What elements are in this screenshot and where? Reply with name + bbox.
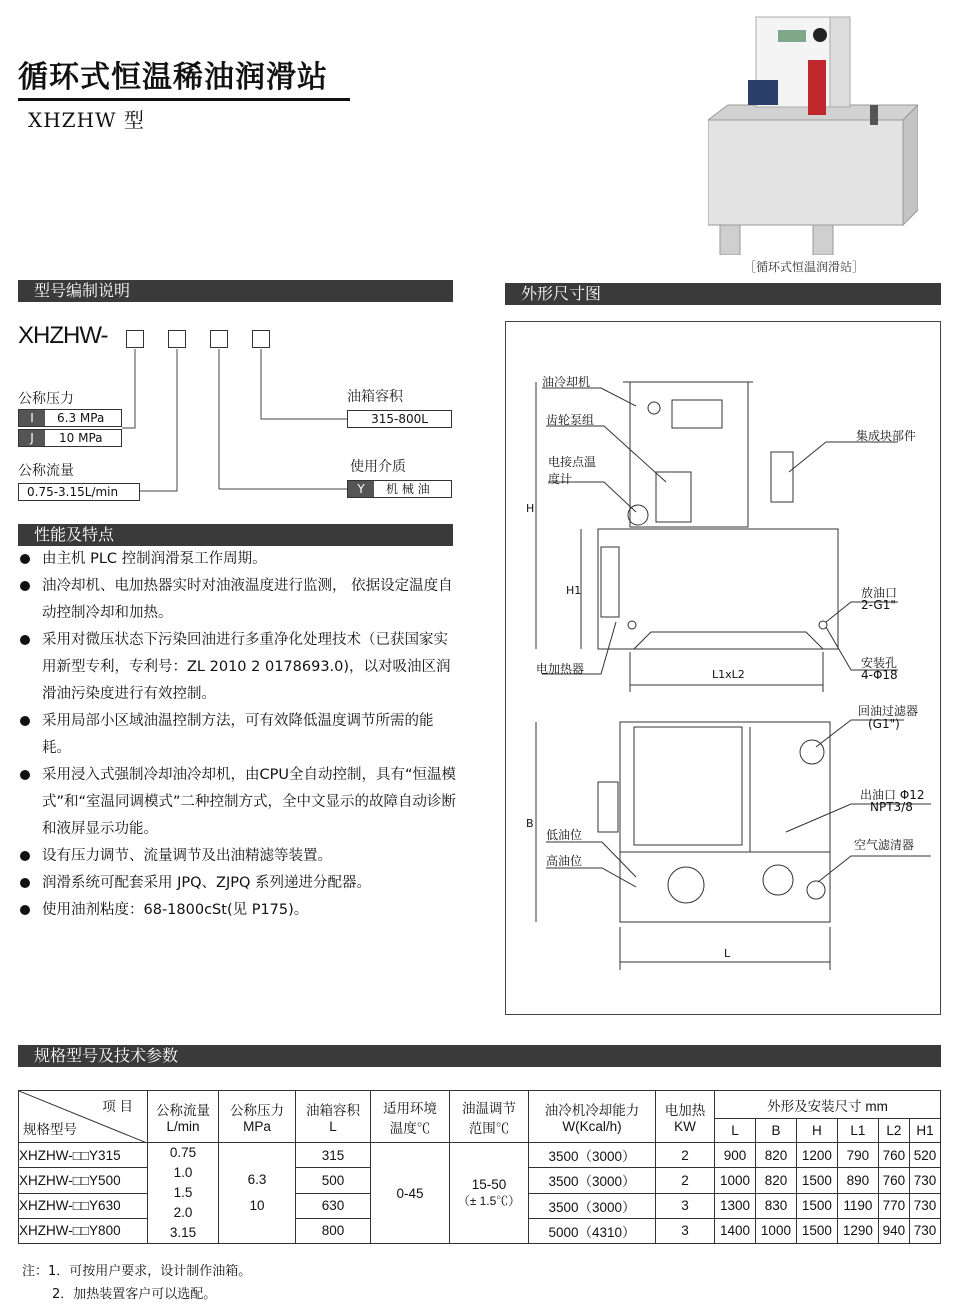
label-contact-thermometer: 电接点温度计 [548, 455, 597, 486]
dim-L: L [724, 947, 731, 960]
label-gear-pump: 齿轮泵组 [546, 413, 595, 427]
page-subtitle: XHZHW 型 [28, 108, 145, 132]
tank-label: 油箱容积 [347, 389, 403, 405]
pressure-values: 6.3 10 [219, 1143, 296, 1244]
section-bar-features: 性能及特点 [18, 524, 453, 546]
medium-value: Y 机 械 油 [347, 480, 452, 498]
env-temp-value: 0-45 [371, 1143, 450, 1244]
feature-item: 由主机 PLC 控制润滑泵工作周期。 [18, 546, 458, 573]
features-list [18, 546, 458, 924]
header-dimensions: 外形及安装尺寸 mm [715, 1091, 941, 1119]
section-bar-model: 型号编制说明 [18, 280, 453, 302]
dim-H: H [526, 502, 535, 515]
header-pressure: 公称压力 MPa [219, 1091, 296, 1143]
notes [22, 1260, 251, 1306]
header-heater: 电加热 KW [656, 1091, 715, 1143]
pressure-option-j: J 10 MPa [18, 429, 122, 447]
header-dim-L: L [715, 1119, 756, 1143]
dim-L1L2: L1xL2 [712, 668, 745, 681]
header-tank: 油箱容积 L [296, 1091, 371, 1143]
feature-item: 采用局部小区域油温控制方法，可有效降低温度调节所需的能耗。 [18, 708, 458, 762]
table-row: XHZHW-□□Y500 500 3500（3000） 2 1000 820 1500 890 760 730 [19, 1168, 941, 1193]
tank-value: 315-800L [347, 410, 452, 428]
medium-label: 使用介质 [350, 459, 406, 475]
label-return-filter: 回油过滤器 [858, 704, 919, 718]
label-return-filter-size: (G1") [868, 717, 900, 731]
header-dim-H: H [796, 1119, 837, 1143]
header-flow: 公称流量 L/min [148, 1091, 219, 1143]
note-2: 2．加热装置客户可以选配。 [52, 1287, 217, 1302]
label-oil-cooler: 油冷却机 [542, 375, 591, 389]
label-air-filter: 空气滤清器 [854, 838, 915, 852]
pressure-option-i: I 6.3 MPa [18, 409, 122, 427]
product-photo [708, 5, 918, 255]
section-bar-specs: 规格型号及技术参数 [18, 1045, 941, 1067]
header-dim-L1: L1 [837, 1119, 878, 1143]
header-cooling: 油冷机冷却能力 W(Kcal/h) [529, 1091, 656, 1143]
header-range: 油温调节 范围℃ [450, 1091, 529, 1143]
table-row: XHZHW-□□Y315 0.75 1.0 1.5 2.0 3.15 6.3 10 315 0-45 15-50 （± 1.5℃） 3500（3000） 2 900 820 1200 790 760 520 [19, 1143, 941, 1168]
flow-value: 0.75-3.15L/min [18, 483, 140, 501]
photo-caption: ［循环式恒温润滑站］ [744, 260, 865, 274]
label-outlet-size: NPT3/8 [870, 800, 913, 814]
feature-item: 设有压力调节、流量调节及出油精滤等装置。 [18, 843, 458, 870]
label-mount-hole: 安装孔 [861, 656, 898, 670]
label-low-level: 低油位 [546, 828, 583, 842]
dim-H1: H1 [566, 584, 582, 597]
feature-item: 采用对微压状态下污染回油进行多重净化处理技术（已获国家实用新型专利，专利号：ZL 2010 2 0178693.0)，以对吸油区润滑油污染度进行有效控制。 [18, 627, 458, 708]
note-1: 注：1．可按用户要求，设计制作油箱。 [22, 1264, 252, 1279]
dim-B: B [526, 817, 534, 830]
page-title: 循环式恒温稀油润滑站 [18, 52, 350, 101]
model-code-prefix: XHZHW- [18, 322, 108, 349]
pressure-label: 公称压力 [18, 391, 74, 407]
label-drain: 放油口 [861, 586, 898, 600]
table-row: XHZHW-□□Y630 630 3500（3000） 3 1300 830 1500 1190 770 730 [19, 1193, 941, 1218]
feature-item: 使用油剂粘度：68-1800cSt(见 P175)。 [18, 897, 458, 924]
section-bar-dimensions: 外形尺寸图 [505, 283, 941, 305]
header-item-model: 项 目 规格型号 [19, 1091, 148, 1143]
feature-item: 润滑系统可配套采用 JPQ、ZJPQ 系列递进分配器。 [18, 870, 458, 897]
label-drain-size: 2-G1" [861, 598, 896, 612]
header-dim-B: B [755, 1119, 796, 1143]
flow-values: 0.75 1.0 1.5 2.0 3.15 [148, 1143, 219, 1244]
header-dim-L2: L2 [878, 1119, 909, 1143]
feature-item: 采用浸入式强制冷却油冷却机，由CPU全自动控制，具有“恒温模式”和“室温同调模式”二种控制方式，全中文显示的故障自动诊断和液屏显示功能。 [18, 762, 458, 843]
label-manifold: 集成块部件 [856, 429, 917, 443]
label-heater: 电加热器 [536, 662, 585, 676]
label-outlet: 出油口 Φ12 [860, 788, 925, 802]
header-dim-H1: H1 [909, 1119, 940, 1143]
label-mount-size: 4-Φ18 [861, 668, 898, 682]
header-env: 适用环境 温度℃ [371, 1091, 450, 1143]
feature-item: 油冷却机、电加热器实时对油液温度进行监测， 依据设定温度自动控制冷却和加热。 [18, 573, 458, 627]
label-high-level: 高油位 [546, 854, 583, 868]
dimension-drawing [505, 321, 941, 1015]
oil-range-value: 15-50 （± 1.5℃） [450, 1143, 529, 1244]
flow-label: 公称流量 [18, 463, 74, 479]
spec-table [18, 1090, 941, 1244]
table-row: XHZHW-□□Y800 800 5000（4310） 3 1400 1000 1500 1290 940 730 [19, 1218, 941, 1243]
